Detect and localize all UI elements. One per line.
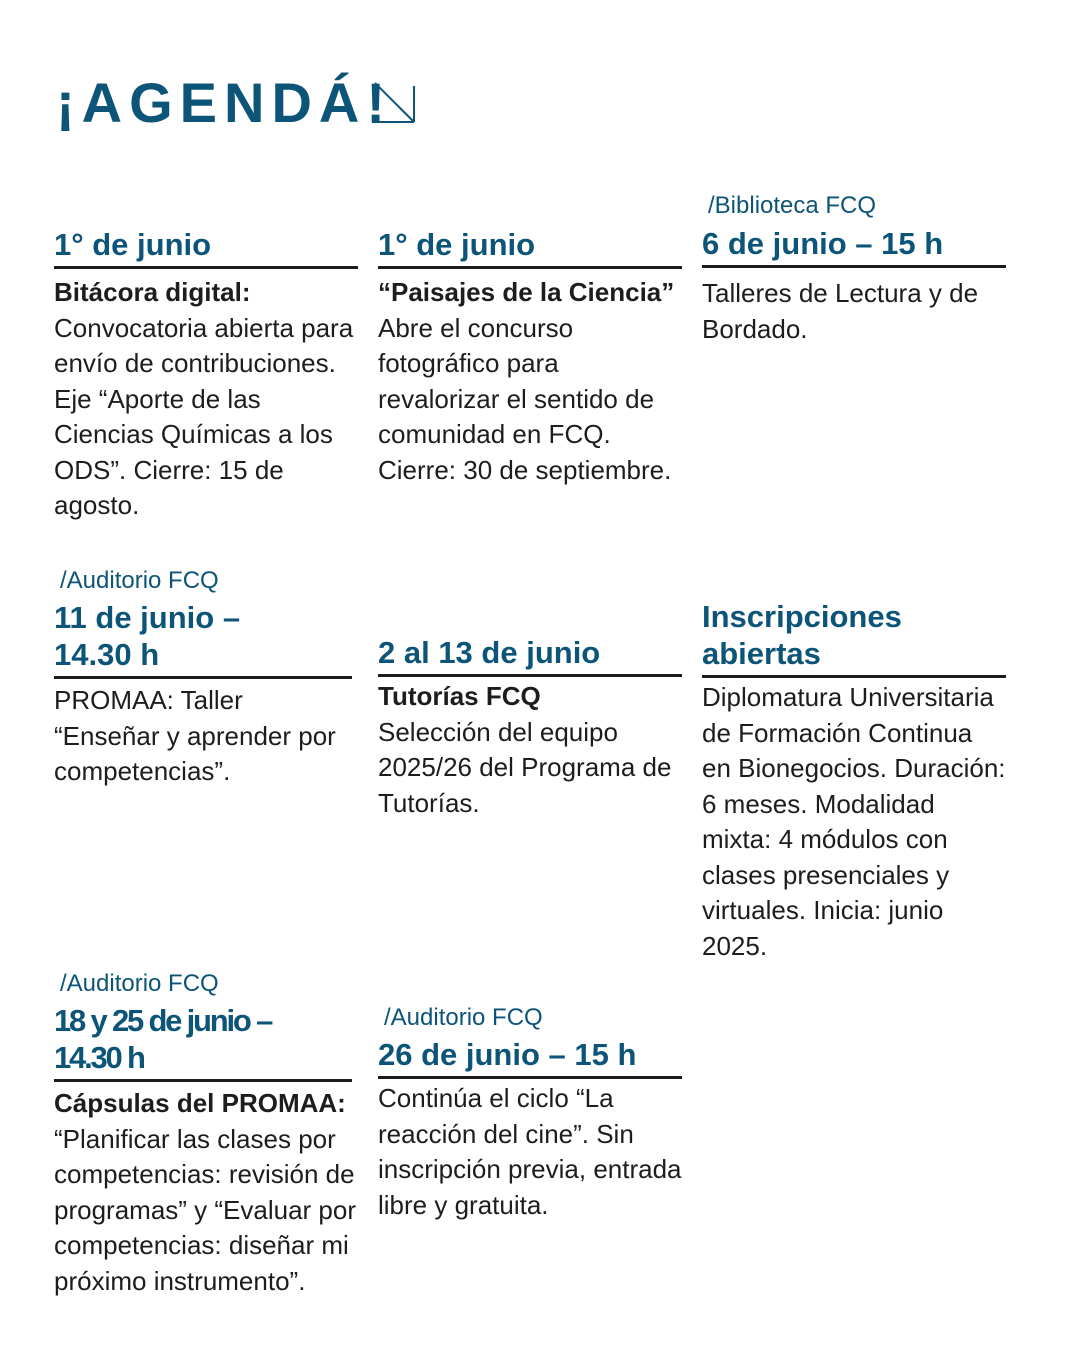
event-location: /Biblioteca FCQ [708,192,877,219]
event-text: Abre el concurso fotográfico para revalorizar el sentido de comunidad en FCQ. Cierre: 30 de septiembre. [378,312,672,485]
event-date: 2 al 13 de junio [378,634,682,677]
event-date-line: 18 y 25 de junio – [54,1003,272,1038]
event-text: PROMAA: Taller “Enseñar y aprender por competencias”. [54,685,336,786]
event-date [54,1002,352,1082]
event-date-line: 11 de junio – [54,600,241,635]
event-description [54,683,352,790]
event-card [378,1004,682,1223]
event-date: 1° de junio [378,226,682,269]
event-date-line: Inscripciones [702,599,902,634]
event-text: Diplomatura Universitaria de Formación Continua en Bionegocios. Duración: 6 meses. Modalidad mixta: 4 módulos con clases presenciales y virtuales. Inicia: junio 2025. [702,682,1006,961]
event-text: Convocatoria abierta para envío de contribuciones. Eje “Aporte de las Ciencias Químicas a los ODS”. Cierre: 15 de agosto. [54,312,354,520]
arrow-down-right-icon [372,80,418,126]
event-text: Selección del equipo 2025/26 del Programa de Tutorías. [378,716,672,818]
event-date [702,598,1006,678]
event-card [702,598,1006,964]
event-card [54,567,352,790]
event-lead: Bitácora digital: [54,277,251,307]
event-card [702,192,1006,347]
event-text: Talleres de Lectura y de Bordado. [702,278,979,344]
event-card [378,226,682,488]
event-description [378,275,682,488]
event-date [54,599,352,679]
event-date-line: abiertas [702,636,821,671]
event-description [378,1081,682,1223]
event-description [54,275,358,524]
event-date-line: 14.30 h [54,1040,144,1075]
event-card [54,970,366,1299]
event-lead: Tutorías FCQ [378,681,541,711]
event-date-line: 14.30 h [54,637,160,672]
event-date: 6 de junio – 15 h [702,225,1006,268]
event-text: Continúa el ciclo “La reacción del cine”. Sin inscripción previa, entrada libre y gratuita. [378,1083,682,1220]
page-title: ¡AGENDÁ! [56,71,392,134]
event-card [54,226,358,524]
event-card [378,634,682,821]
event-description [54,1086,366,1299]
event-location: /Auditorio FCQ [60,970,219,997]
event-description [702,276,1006,347]
event-description [378,679,682,821]
event-lead: Cápsulas del PROMAA: [54,1088,346,1118]
event-date: 1° de junio [54,226,358,269]
event-location: /Auditorio FCQ [60,567,219,594]
event-text: “Planificar las clases por competencias: revisión de programas” y “Evaluar por competencias: diseñar mi próximo instrumento”. [54,1123,356,1296]
event-description [702,680,1006,964]
event-location: /Auditorio FCQ [384,1004,543,1031]
event-lead: “Paisajes de la Ciencia” [378,277,675,307]
event-date: 26 de junio – 15 h [378,1036,682,1079]
